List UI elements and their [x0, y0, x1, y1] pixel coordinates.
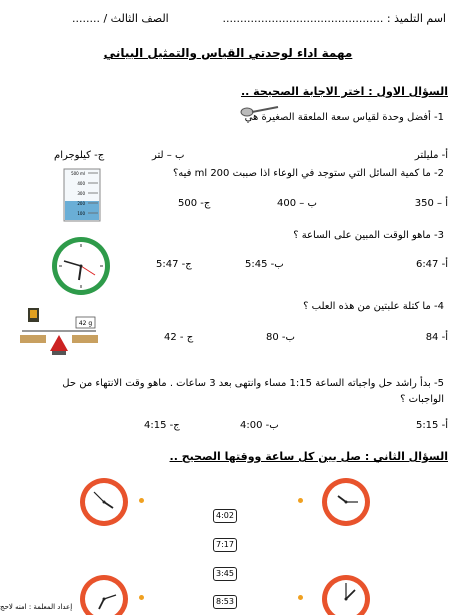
q1-item3-question: 3- ماهو الوقت المبين على الساعة ؟ [293, 230, 444, 241]
q1-heading: السؤال الاول : اختر الاجابة الصحيحة .. [241, 85, 448, 98]
match-clock-3 [78, 573, 130, 615]
q1-item1-option-c[interactable]: ج- كيلوجرام [54, 150, 105, 161]
page-title: مهمة اداء لوحدتي القياس والتمثيل البياني [103, 46, 353, 60]
q1-item3-option-c[interactable]: ج- 5:47 [156, 259, 192, 270]
match-clock-1 [78, 476, 130, 528]
match-clock-4 [320, 573, 372, 615]
q1-item3-option-a[interactable]: أ- 6:47 [415, 259, 448, 270]
q1-item2-question: 2- ما كمية السائل التي ستوجد في الوعاء اذا صببت 200 ml فيه؟ [172, 168, 444, 179]
beaker-label-500: 500 ml [71, 171, 85, 176]
beaker-image [58, 165, 108, 223]
q1-item4-question: 4- ما كتلة علبتين من هذه العلب ؟ [303, 301, 444, 312]
q1-item5-question: 5- بدأ راشد حل واجباته الساعة 1:15 مساء وانتهى بعد 3 ساعات . ماهو وقت الانتهاء من حل الواجبات ؟ [62, 378, 444, 405]
q1-item2-option-c[interactable]: ج- 500 [178, 198, 211, 209]
student-name-line: اسم التلميذ : .............................................. [222, 12, 446, 25]
clock-image [50, 235, 112, 297]
q1-item5-option-b[interactable]: ب- 4:00 [240, 420, 279, 431]
time-box-4[interactable]: 8:53 [213, 595, 237, 609]
q2-heading: السؤال الثاني : صل بين كل ساعة ووقتها الصحيح .. [169, 450, 448, 463]
q1-item4-option-c[interactable]: ج - 42 [164, 332, 194, 343]
q1-item4-option-a[interactable]: أ- 84 [425, 332, 448, 343]
left-dot-1[interactable] [139, 498, 144, 503]
beaker-label-300: 300 [77, 191, 85, 196]
class-line: الصف الثالث / ........ [72, 12, 169, 25]
q1-item2-option-b[interactable]: ب – 400 [277, 198, 317, 209]
beaker-label-400: 400 [77, 181, 85, 186]
scale-reading: 42 g [78, 320, 93, 327]
author-credit: إعداد المعلمة : امنه لاحج [0, 603, 73, 611]
q1-item1-option-a[interactable]: أ- مليلتر [414, 150, 448, 161]
q1-item2-option-a[interactable]: أ – 350 [414, 198, 448, 209]
match-clock-2 [320, 476, 372, 528]
q1-item3-option-b[interactable]: ب- 5:45 [245, 259, 284, 270]
time-box-3[interactable]: 3:45 [213, 567, 237, 581]
time-box-2[interactable]: 7:17 [213, 538, 237, 552]
beaker-label-200: 200 [77, 201, 85, 206]
right-dot-2[interactable] [298, 498, 303, 503]
q1-item1-option-b[interactable]: ب – لتر [152, 150, 185, 161]
q1-item4-option-b[interactable]: ب- 80 [266, 332, 295, 343]
beaker-label-100: 100 [77, 211, 85, 216]
q1-item1-question: 1- أفضل وحدة لقياس سعة الملعقة الصغيرة هي [244, 112, 444, 123]
q1-item5-option-c[interactable]: ج- 4:15 [144, 420, 180, 431]
time-box-1[interactable]: 4:02 [213, 509, 237, 523]
right-dot-4[interactable] [298, 595, 303, 600]
left-dot-3[interactable] [139, 595, 144, 600]
q1-item5-option-a[interactable]: أ- 5:15 [415, 420, 448, 431]
balance-scale-image [18, 304, 100, 362]
